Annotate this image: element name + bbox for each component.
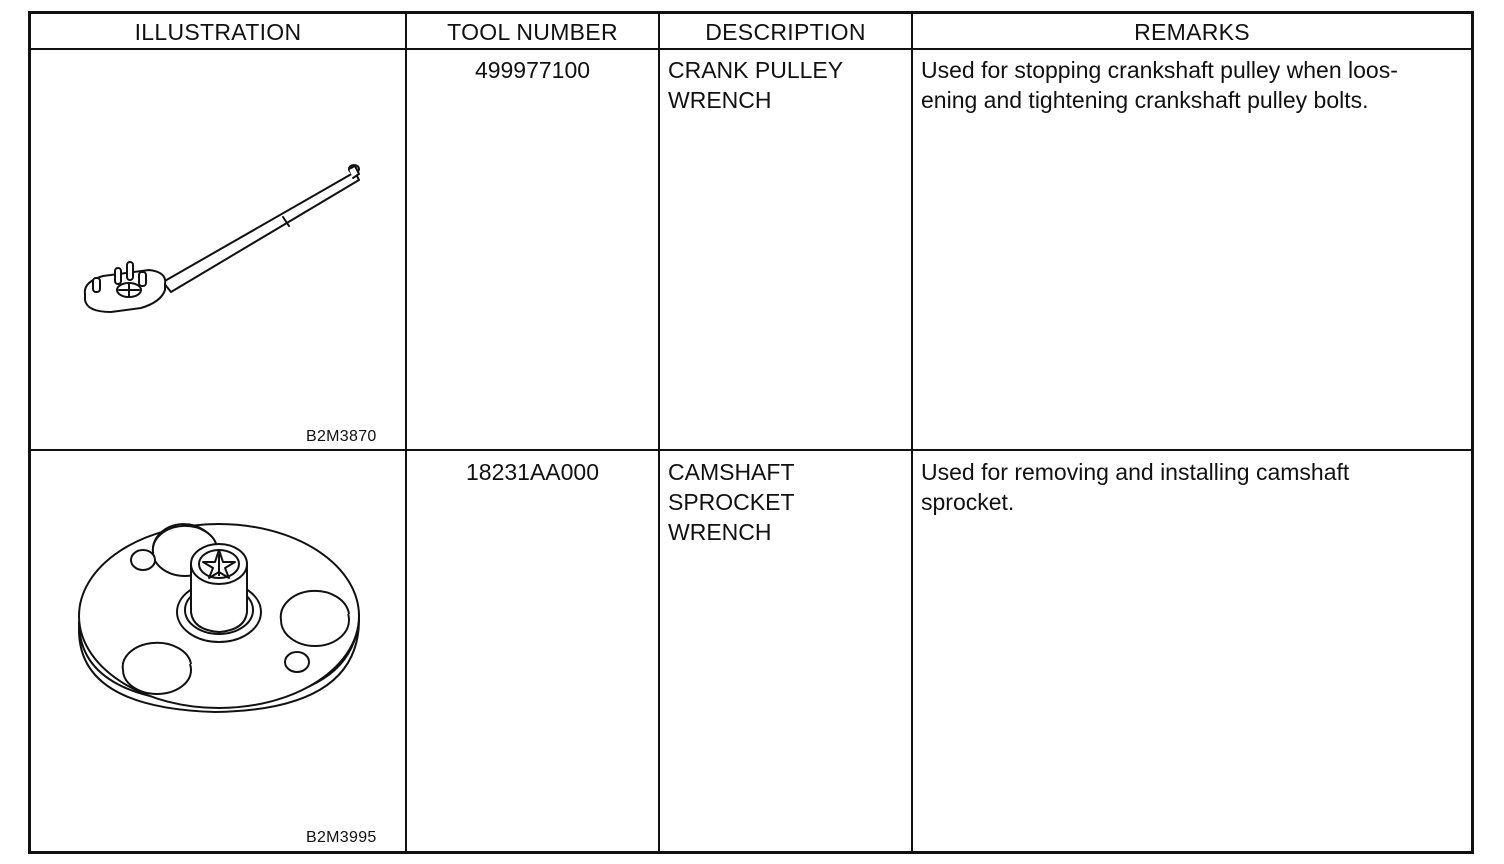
column-divider-3 [911,14,913,851]
header-tool-number: TOOL NUMBER [447,18,618,45]
camshaft-sprocket-wrench-illustration [75,504,365,714]
remarks-2 [921,457,1349,517]
header-illustration: ILLUSTRATION [134,18,302,45]
column-divider-2 [658,14,660,851]
row-divider [31,449,1471,451]
description-2-line-2: SPROCKET [668,489,795,515]
header-remarks: REMARKS [1134,18,1250,45]
description-1-line-2: WRENCH [668,87,772,113]
description-2-line-1: CAMSHAFT [668,459,795,485]
description-2-line-3: WRENCH [668,519,772,545]
figure-code-1: B2M3870 [306,428,377,445]
description-1-line-1: CRANK PULLEY [668,57,844,83]
figure-code-2: B2M3995 [306,829,377,846]
tool-number-1: 499977100 [474,57,591,83]
remarks-1 [921,55,1398,115]
remarks-2-line-2: sprocket. [921,489,1015,515]
column-divider-1 [405,14,407,851]
special-tools-table [28,11,1474,854]
description-1 [668,55,843,115]
remarks-1-line-1: Used for stopping crankshaft pulley when loos- [921,57,1398,83]
header-description: DESCRIPTION [705,18,866,45]
crank-pulley-wrench-illustration [71,144,371,334]
remarks-1-line-2: ening and tightening crankshaft pulley bolts. [921,87,1369,113]
description-2 [668,457,795,547]
tool-number-2: 18231AA000 [465,459,599,485]
remarks-2-line-1: Used for removing and installing camshaft [921,459,1350,485]
